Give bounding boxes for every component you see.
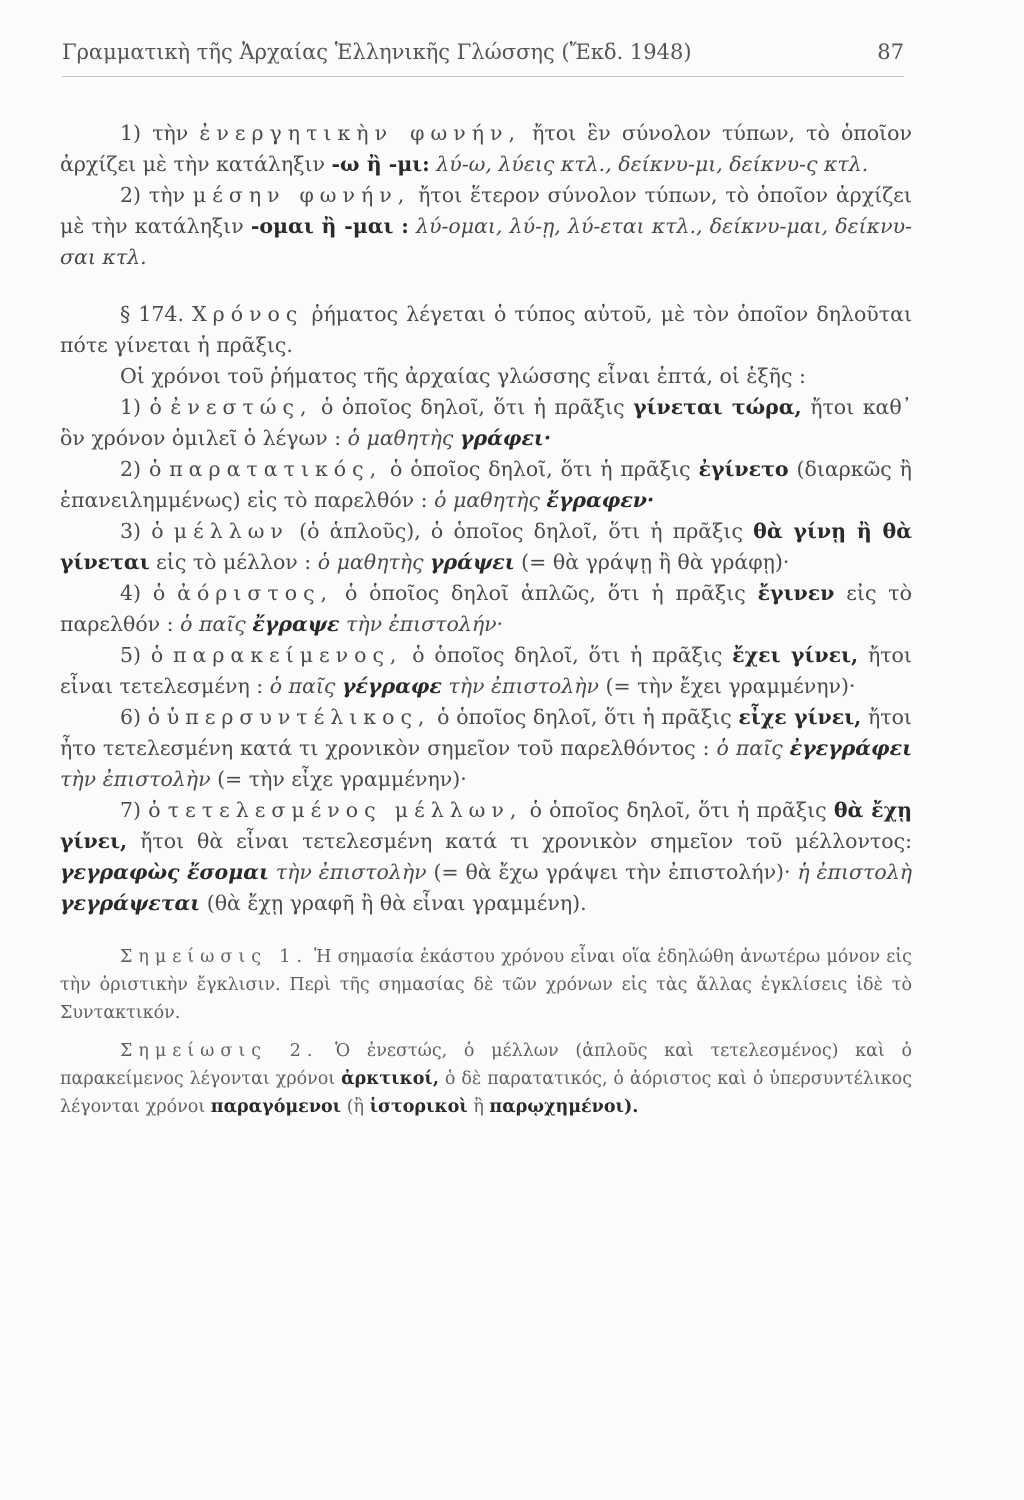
header-rule [62, 76, 904, 77]
note: Σημείωσις 1. Ἡ σημασία ἑκάστου χρόνου εἶναι οἵα ἐδηλώθη ἀνωτέρω μόνον εἰς τὴν ὁριστικὴν ἔγκλισιν. Περὶ τῆς σημασίας δὲ τῶν χρόνων εἰς τὰς ἄλλας ἐγκλίσεις ἰδὲ τὸ Συντακτικόν. [60, 947, 912, 1023]
note-label: Σημείωσις 1. [120, 947, 308, 967]
voice-active: 1) τὴν ἐνεργητικὴν φωνήν, ἤτοι ἓν σύνολον τύπων, τὸ ὁποῖον ἀρχίζει μὲ τὴν κατάληξιν -ω ἢ -μι: λύ-ω, λύεις κτλ., δείκνυ-μι, δείκνυ-ς κτλ. [60, 121, 912, 176]
note-label: Σημείωσις 2. [120, 1041, 319, 1061]
tense-intro: Οἱ χρόνοι τοῦ ῥήματος τῆς ἀρχαίας γλώσσης εἶναι ἑπτά, οἱ ἑξῆς : [120, 364, 806, 388]
tense-item: 3) ὁ μέλλων (ὁ ἁπλοῦς), ὁ ὁποῖος δηλοῖ, ὅτι ἡ πρᾶξις θὰ γίνῃ ἢ θὰ γίνεται εἰς τὸ μέλλον : ὁ μαθητὴς γράψει (= θὰ γράψῃ ἢ θὰ γράφῃ)· [60, 519, 912, 574]
main-text [60, 118, 912, 1131]
tense-item: 1) ὁ ἐνεστώς, ὁ ὁποῖος δηλοῖ, ὅτι ἡ πρᾶξις γίνεται τώρα, ἤτοι καθ᾽ ὃν χρόνον ὁμιλεῖ ὁ λέγων : ὁ μαθητὴς γράφει· [60, 395, 912, 450]
voice-middle: 2) τὴν μέσην φωνήν, ἤτοι ἕτερον σύνολον τύπων, τὸ ὁποῖον ἀρχίζει μὲ τὴν κατάληξιν -ομαι ἢ -μαι : λύ-ομαι, λύ-ῃ, λύ-εται κτλ., δείκνυ-μαι, δείκνυ-σαι κτλ. [60, 183, 912, 269]
note: Σημείωσις 2. Ὁ ἐνεστώς, ὁ μέλλων (ἁπλοῦς καὶ τετελεσμένος) καὶ ὁ παρακείμενος λέγονται χρόνοι ἀρκτικοί, ὁ δὲ παρατατικός, ὁ ἀόριστος καὶ ὁ ὑπερσυντέλικος λέγονται χρόνοι παραγόμενοι (ἢ ἱστορικοὶ ἢ παρῳχημένοι). [60, 1041, 912, 1117]
tense-item: 4) ὁ ἀόριστος, ὁ ὁποῖος δηλοῖ ἁπλῶς, ὅτι ἡ πρᾶξις ἔγινεν εἰς τὸ παρελθόν : ὁ παῖς ἔγραψε τὴν ἐπιστολήν· [60, 581, 912, 636]
notes [60, 943, 912, 1121]
tense-item: 2) ὁ παρατατικός, ὁ ὁποῖος δηλοῖ, ὅτι ἡ πρᾶξις ἐγίνετο (διαρκῶς ἢ ἐπανειλημμένως) εἰς τὸ παρελθόν : ὁ μαθητὴς ἔγραφεν· [60, 457, 912, 512]
page-number: 87 [877, 40, 904, 64]
tense-item: 5) ὁ παρακείμενος, ὁ ὁποῖος δηλοῖ, ὅτι ἡ πρᾶξις ἔχει γίνει, ἤτοι εἶναι τετελεσμένη : ὁ παῖς γέγραφε τὴν ἐπιστολὴν (= τὴν ἔχει γραμμένην)· [60, 643, 912, 698]
section-term: Χρόνος [192, 302, 304, 326]
tense-item: 6) ὁ ὑπερσυντέλικος, ὁ ὁποῖος δηλοῖ, ὅτι ἡ πρᾶξις εἶχε γίνει, ἤτοι ἦτο τετελεσμένη κατά τι χρονικὸν σημεῖον τοῦ παρελθόντος : ὁ παῖς ἐγεγράφει τὴν ἐπιστολὴν (= τὴν εἶχε γραμμένην)· [60, 705, 912, 791]
book-title: Γραμματικὴ τῆς Ἀρχαίας Ἑλληνικῆς Γλώσσης (Ἔκδ. 1948) [62, 40, 692, 64]
section-number: § 174. [120, 302, 184, 326]
tense-item: 7) ὁ τετελεσμένος μέλλων, ὁ ὁποῖος δηλοῖ, ὅτι ἡ πρᾶξις θὰ ἔχῃ γίνει, ἤτοι θὰ εἶναι τετελεσμένη κατά τι χρονικὸν σημεῖον τοῦ μέλλοντος: γεγραφὼς ἔσομαι τὴν ἐπιστολὴν (= θὰ ἔχω γράψει τὴν ἐπιστολήν)· ἡ ἐπιστολὴ γεγράψεται (θὰ ἔχῃ γραφῆ ἢ θὰ εἶναι γραμμένη). [60, 798, 912, 915]
section-heading: § 174. Χρόνος ῥήματος λέγεται ὁ τύπος αὐτοῦ, μὲ τὸν ὁποῖον δηλοῦται πότε γίνεται ἡ πρᾶξις. [60, 302, 912, 357]
